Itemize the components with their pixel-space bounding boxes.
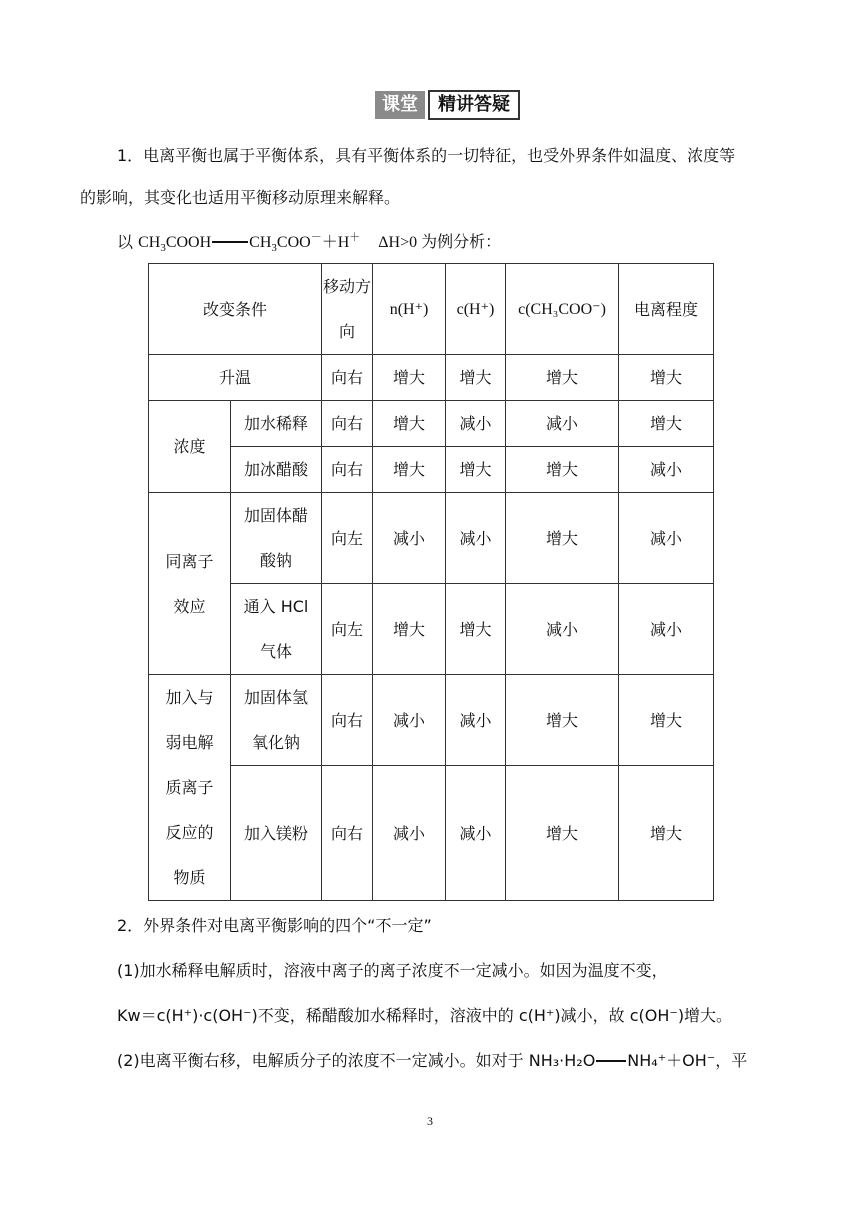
badge-left: 课堂 [375, 91, 425, 119]
cell-nH: 减小 [373, 766, 446, 901]
cell-nH: 减小 [373, 675, 446, 766]
cell-nH: 减小 [373, 493, 446, 584]
group-temp: 升温 [149, 355, 322, 401]
cell-sub: 通入 HCl 气体 [231, 584, 322, 675]
cell-degree: 增大 [619, 766, 714, 901]
cell-cAc: 增大 [506, 766, 619, 901]
paragraph-2-kw-line: Kw＝c(H⁺)·c(OH⁻)不变，稀醋酸加水稀释时，溶液中的 c(H⁺)减小，故 c(OH⁻)增大。 [117, 1006, 733, 1025]
table-header-row [149, 264, 714, 355]
paragraph-2-item-1: (1)加水稀释电解质时，溶液中离子的离子浓度不一定减小。如因为温度不变， [117, 961, 668, 980]
cell-dir: 向右 [322, 401, 373, 447]
cell-degree: 增大 [619, 401, 714, 447]
paragraph-1-line-2: 的影响，其变化也适用平衡移动原理来解释。 [80, 188, 401, 207]
group-conc: 浓度 [149, 401, 231, 493]
cell-dir: 向左 [322, 493, 373, 584]
cell-degree: 减小 [619, 493, 714, 584]
cell-nH: 增大 [373, 447, 446, 493]
group-react: 加入与弱电解质离子反应的物质 [149, 675, 231, 901]
cell-sub: 加固体醋酸钠 [231, 493, 322, 584]
table-row [149, 584, 714, 675]
cell-cH: 增大 [446, 584, 506, 675]
cell-dir: 向右 [322, 766, 373, 901]
cell-sub: 加入镁粉 [231, 766, 322, 901]
item-2-text-a: (2)电离平衡右移，电解质分子的浓度不一定减小。如对于 NH₃·H₂O [117, 1051, 596, 1070]
cell-cAc: 增大 [506, 447, 619, 493]
cell-sub: 加水稀释 [231, 401, 322, 447]
page-number: 3 [427, 1114, 433, 1128]
group-common-ion: 同离子效应 [149, 493, 231, 675]
cell-degree: 减小 [619, 584, 714, 675]
equation-right: $CH_3COO^-+H^+$ [249, 232, 361, 255]
paragraph-2-title: 2．外界条件对电离平衡影响的四个“不一定” [117, 916, 432, 935]
cell-degree: 增大 [619, 675, 714, 766]
cell-cAc: 减小 [506, 584, 619, 675]
cell-cAc: 减小 [506, 401, 619, 447]
equilibrium-arrow-icon [212, 241, 248, 243]
section-badge [375, 89, 520, 121]
ionization-equilibrium-table [148, 263, 714, 901]
cell-cH: 减小 [446, 675, 506, 766]
cell-cH: 减小 [446, 401, 506, 447]
table-row [149, 766, 714, 901]
cell-dir: 向右 [322, 675, 373, 766]
header-cH: c(H⁺) [446, 264, 506, 355]
cell-dir: 向右 [322, 355, 373, 401]
table-row [149, 493, 714, 584]
cell-cAc: 增大 [506, 355, 619, 401]
cell-cH: 增大 [446, 355, 506, 401]
cell-cH: 增大 [446, 447, 506, 493]
cell-cAc: 增大 [506, 493, 619, 584]
cell-degree: 增大 [619, 355, 714, 401]
header-nH: n(H⁺) [373, 264, 446, 355]
header-condition: 改变条件 [149, 264, 322, 355]
delta-h: ΔH>0 [378, 234, 418, 252]
equilibrium-arrow-icon [596, 1060, 626, 1062]
table-row [149, 447, 714, 493]
example-equation-line [117, 229, 501, 255]
header-degree: 电离程度 [619, 264, 714, 355]
paragraph-1-line-1: 1．电离平衡也属于平衡体系，具有平衡体系的一切特征，也受外界条件如温度、浓度等 [117, 146, 736, 165]
header-cAc: c(CH₃COO⁻) [506, 264, 619, 355]
badge-right: 精讲答疑 [428, 90, 520, 120]
table-row [149, 355, 714, 401]
header-direction: 移动方向 [322, 264, 373, 355]
example-prefix: 以 [117, 232, 139, 252]
table-row [149, 675, 714, 766]
cell-nH: 增大 [373, 355, 446, 401]
cell-cH: 减小 [446, 766, 506, 901]
example-suffix: 为例分析： [421, 232, 502, 252]
cell-degree: 减小 [619, 447, 714, 493]
equation-left: $CH_3COOH$ [138, 234, 212, 255]
cell-nH: 增大 [373, 401, 446, 447]
cell-sub: 加冰醋酸 [231, 447, 322, 493]
cell-sub: 加固体氢氧化钠 [231, 675, 322, 766]
cell-nH: 增大 [373, 584, 446, 675]
table-row [149, 401, 714, 447]
cell-dir: 向左 [322, 584, 373, 675]
item-2-text-b: NH₄⁺＋OH⁻，平 [627, 1051, 748, 1070]
cell-dir: 向右 [322, 447, 373, 493]
cell-cAc: 增大 [506, 675, 619, 766]
paragraph-2-item-2 [117, 1048, 747, 1071]
cell-cH: 减小 [446, 493, 506, 584]
